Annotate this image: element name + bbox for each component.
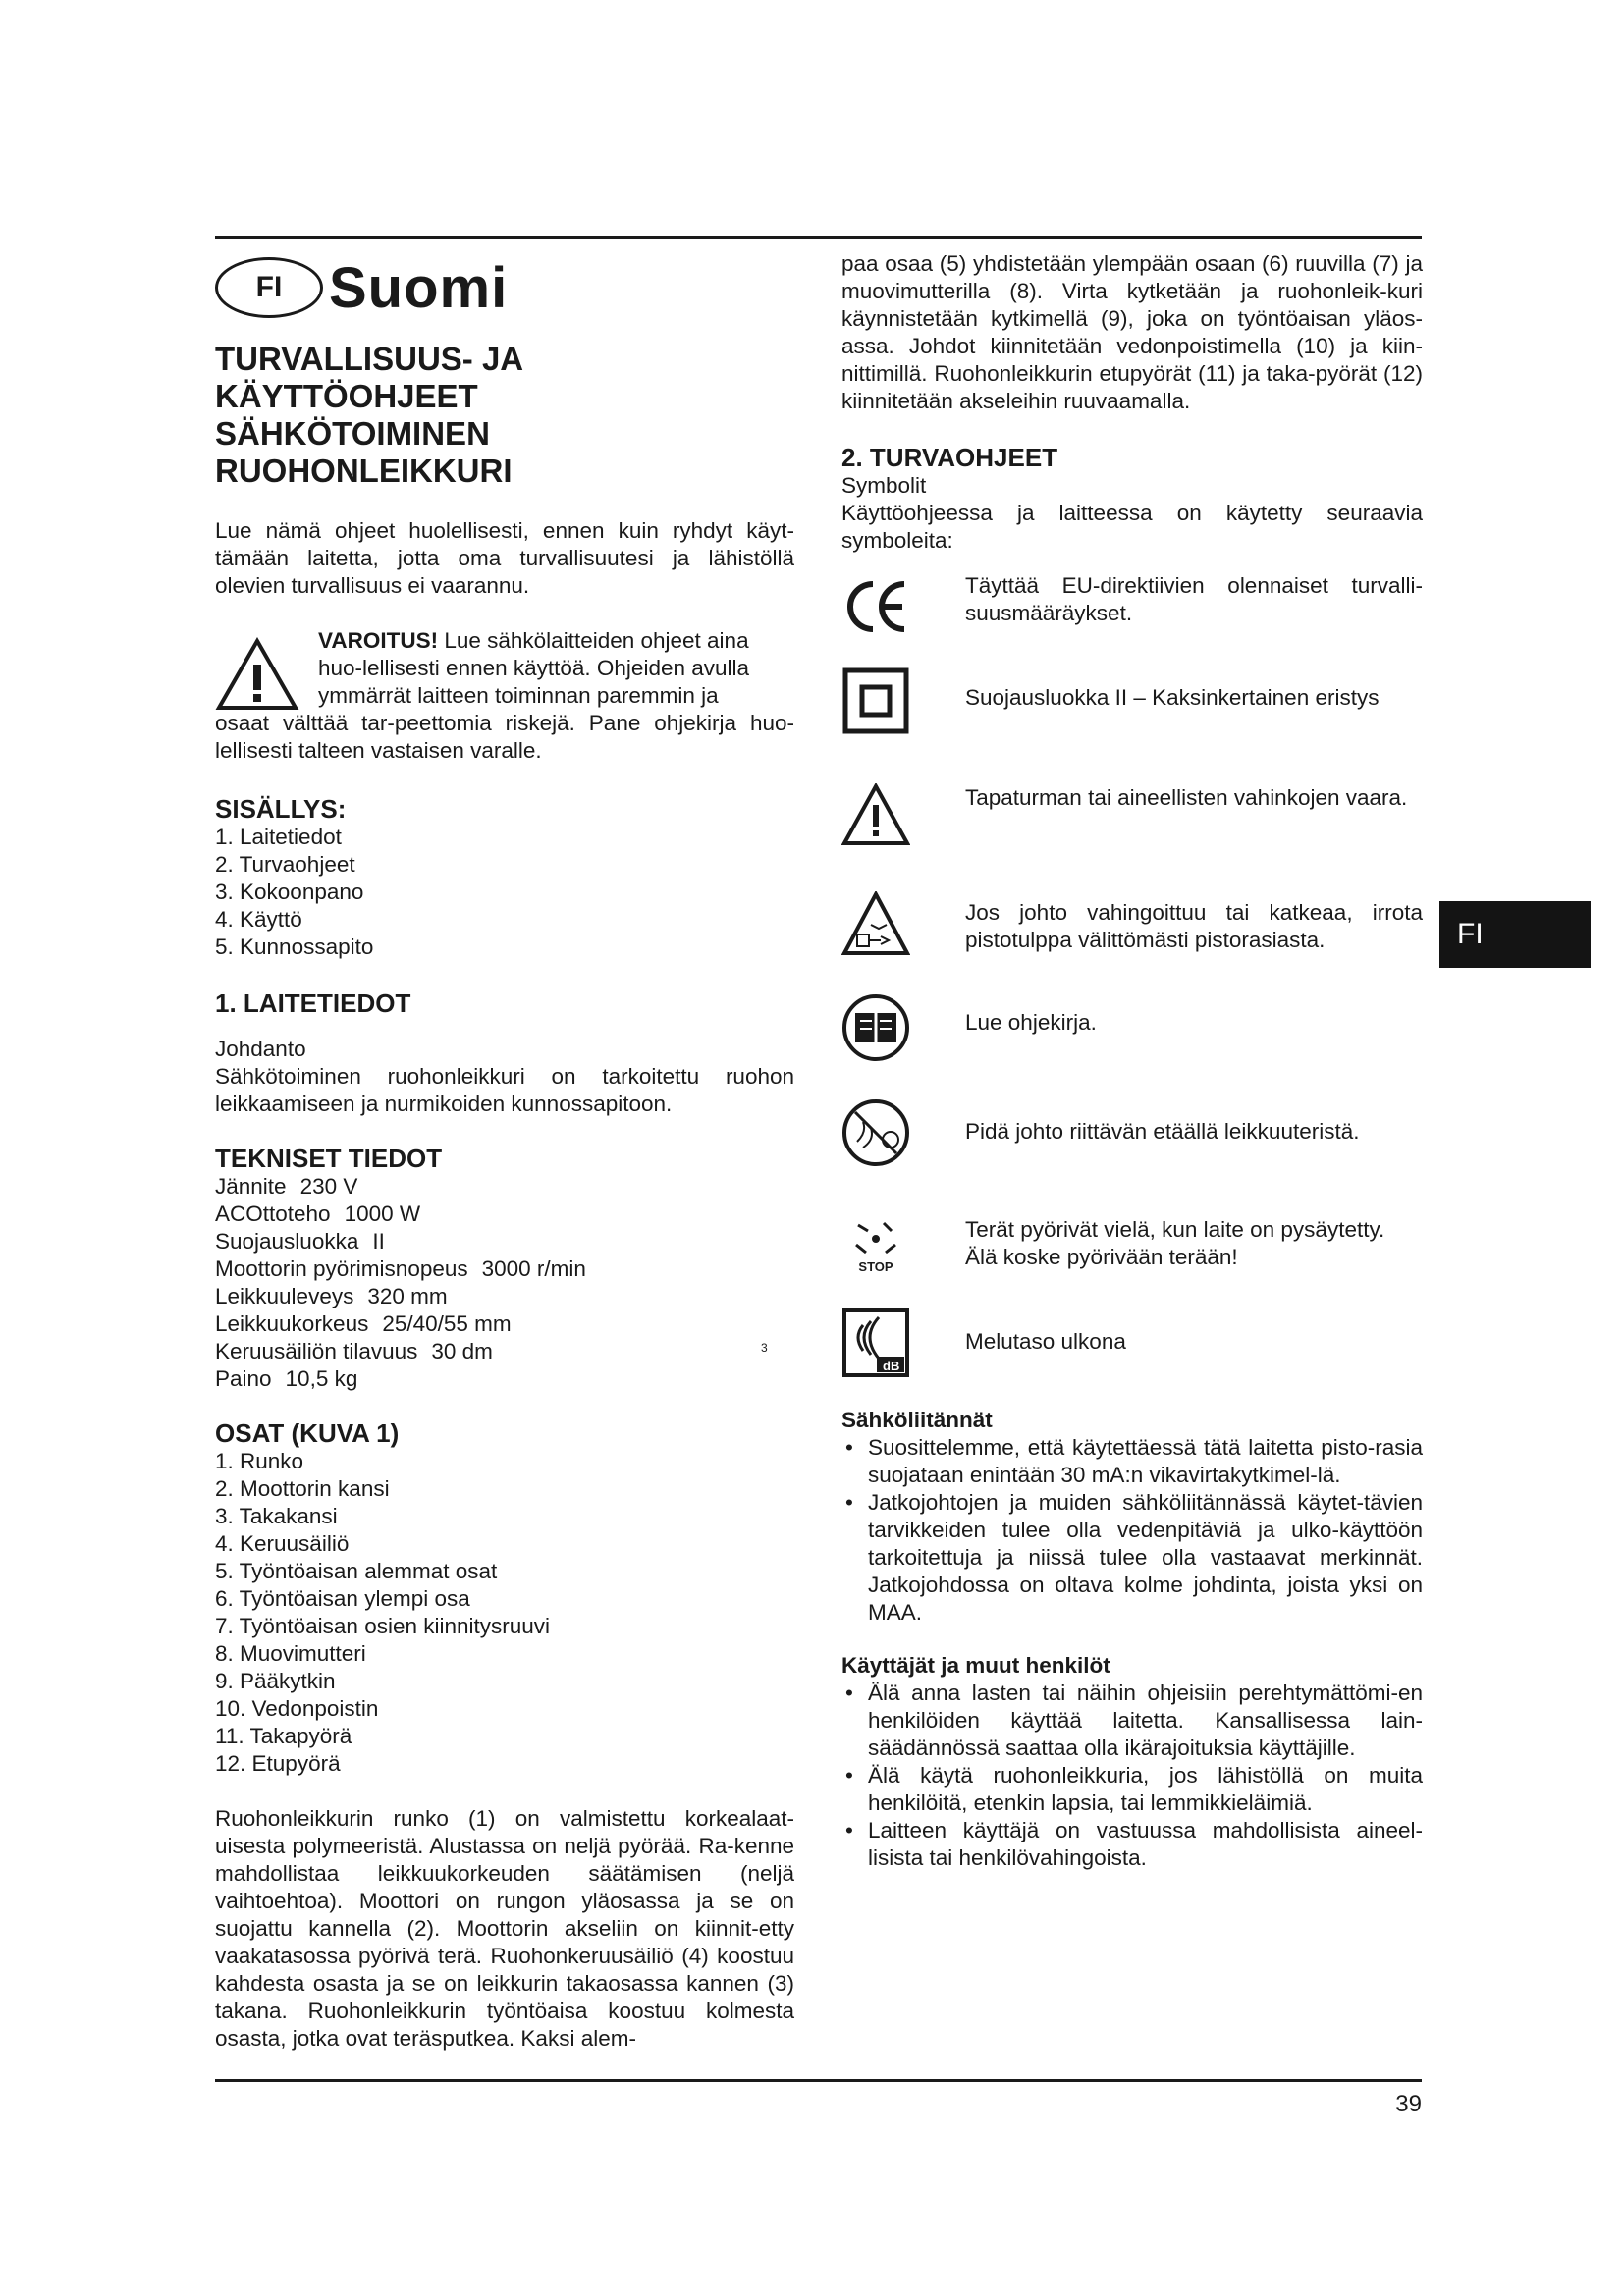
section-2 xyxy=(841,443,1423,555)
spec-row: Suojausluokka II xyxy=(215,1229,385,1254)
spec-row: Paino 10,5 kg xyxy=(215,1366,358,1391)
symbol-row xyxy=(841,1098,1423,1206)
symbol-text: Täyttää EU-direktiivien olennaiset turvalli-suusmääräykset. xyxy=(965,573,1423,625)
electric-item: • Jatkojohtojen ja muiden sähköliitännässä käytet-tävien tarvikkeiden tulee olla vedenpitäviä ja ulko-käyttöön tarkoitettuja ja niissä tulee olla vastaavat merkinnät. Jatkojohdossa on oltava kolme johdinta, joista yksi on MAA. xyxy=(841,1489,1423,1627)
electric-section xyxy=(841,1407,1423,1627)
tech-title: TEKNISET TIEDOT xyxy=(215,1144,443,1173)
warning-triangle-icon xyxy=(841,780,910,849)
language-title: Suomi xyxy=(329,255,509,320)
keep-cord-away-icon xyxy=(841,1098,910,1167)
toc-item: 1. Laitetiedot xyxy=(215,825,342,849)
stop-label: STOP xyxy=(858,1259,893,1274)
parts-item: 5. Työntöaisan alemmat osat xyxy=(215,1559,498,1583)
warning-block xyxy=(215,627,794,765)
toc-section xyxy=(215,794,794,961)
parts-item: 2. Moottorin kansi xyxy=(215,1476,390,1501)
symbol-row xyxy=(841,667,1423,774)
spec-row: Leikkuuleveys 320 mm xyxy=(215,1284,448,1308)
section-1-title: 1. LAITETIEDOT xyxy=(215,988,411,1018)
language-side-tab: FI xyxy=(1439,901,1591,968)
toc-item: 4. Käyttö xyxy=(215,907,302,932)
symbols-subtitle: Symbolit xyxy=(841,473,927,498)
right-column xyxy=(841,250,1423,1872)
symbol-row xyxy=(841,889,1423,988)
users-section xyxy=(841,1652,1423,1872)
symbol-row xyxy=(841,572,1423,661)
section-2-title: 2. TURVAOHJEET xyxy=(841,443,1058,472)
users-title: Käyttäjät ja muut henkilöt xyxy=(841,1653,1110,1678)
read-manual-icon xyxy=(841,993,910,1062)
top-rule xyxy=(215,236,1422,239)
parts-description: Ruohonleikkurin runko (1) on valmistettu korkealaat-uisesta polymeeristä. Alustassa on neljä pyörää. Ra-kenne mahdollistaa leikkuukorkeuden säätämisen (neljä vaihtoehtoa). Moottori on rungon yläosassa ja se on suojattu kannella (2). Moottorin akseliin on kiinnit-etty vaakatasossa pyörivä terä. Ruohonkeruusäiliö (4) koostuu kahdesta osasta ja se on leikkurin takaosassa kannen (3) takana. Ruohonleikkurin työntöaisa koostuu kolmesta osasta, jotka ovat teräsputkea. Kaksi alem- xyxy=(215,1806,794,2051)
ce-mark-icon xyxy=(841,572,910,641)
left-column xyxy=(215,250,794,2053)
symbol-row xyxy=(841,1308,1423,1397)
bottom-rule xyxy=(215,2079,1422,2082)
toc-title: SISÄLLYS: xyxy=(215,794,347,824)
warning-text: Lue sähkölaitteiden ohjeet aina xyxy=(438,628,749,653)
spec-row: Keruusäiliön tilavuus 30 dm 3 xyxy=(215,1338,794,1365)
symbol-text: Lue ohjekirja. xyxy=(965,1010,1097,1035)
warning-text: ymmärrät laitteen toiminnan paremmin ja xyxy=(318,683,719,708)
parts-section xyxy=(215,1418,794,2053)
main-title-line: SÄHKÖTOIMINEN xyxy=(215,415,490,452)
symbol-text: Suojausluokka II – Kaksinkertainen eristys xyxy=(965,685,1380,710)
warning-triangle-icon xyxy=(215,637,299,712)
electric-item: • Suosittelemme, että käytettäessä tätä laitetta pisto-rasia suojataan enintään 30 mA:n vikavirtakytkimel-lä. xyxy=(841,1434,1423,1489)
symbol-row xyxy=(841,780,1423,883)
warning-text: osaat välttää tar-peettomia riskejä. Pane ohjekirja huo-lellisesti talteen vastaisen varalle. xyxy=(215,711,794,763)
spec-row: Leikkuukorkeus 25/40/55 mm xyxy=(215,1311,512,1336)
toc-item: 2. Turvaohjeet xyxy=(215,852,355,877)
language-heading xyxy=(215,250,794,325)
toc-item: 5. Kunnossapito xyxy=(215,934,374,959)
noise-level-icon xyxy=(841,1308,910,1377)
symbol-row xyxy=(841,993,1423,1087)
electric-title: Sähköliitännät xyxy=(841,1408,993,1432)
volume-superscript: 3 xyxy=(761,1341,768,1355)
users-item: • Laitteen käyttäjä on vastuussa mahdollisista aineel-lisista tai henkilövahingoista. xyxy=(841,1817,1423,1872)
parts-item: 1. Runko xyxy=(215,1449,304,1473)
unplug-warning-icon xyxy=(841,889,910,958)
intro-paragraph: Lue nämä ohjeet huolellisesti, ennen kuin ryhdyt käyt-tämään laitetta, jotta oma turvallisuutesi ja lähistöllä olevien turvallisuus ei vaarannu. xyxy=(215,518,794,598)
symbol-text: Jos johto vahingoittuu tai katkeaa, irrota pistotulppa välittömästi pistorasiasta. xyxy=(965,900,1423,952)
warning-label: VAROITUS! xyxy=(318,628,439,653)
tech-section xyxy=(215,1144,794,1393)
main-title-line: KÄYTTÖOHJEET xyxy=(215,378,478,414)
section-1 xyxy=(215,988,794,1118)
main-title-line: TURVALLISUUS- JA xyxy=(215,341,524,377)
parts-item: 4. Keruusäiliö xyxy=(215,1531,350,1556)
rotating-blades-icon xyxy=(841,1212,910,1281)
parts-item: 10. Vedonpoistin xyxy=(215,1696,379,1721)
parts-item: 12. Etupyörä xyxy=(215,1751,341,1776)
users-item: • Älä käytä ruohonleikkuria, jos lähistöllä on muita henkilöitä, etenkin lapsia, tai lemmikkieläimiä. xyxy=(841,1762,1423,1817)
db-label: dB xyxy=(883,1359,900,1373)
symbol-text: Melutaso ulkona xyxy=(965,1329,1126,1354)
spec-row: Jännite 230 V xyxy=(215,1174,358,1199)
symbols-intro: Käyttöohjeessa ja laitteessa on käytetty seuraavia symboleita: xyxy=(841,501,1423,553)
main-title-line: RUOHONLEIKKURI xyxy=(215,453,513,489)
main-title xyxy=(215,341,794,490)
symbol-text: Terät pyörivät vielä, kun laite on pysäytetty. Älä koske pyörivään terään! xyxy=(965,1217,1385,1269)
parts-item: 6. Työntöaisan ylempi osa xyxy=(215,1586,470,1611)
warning-text: huo-lellisesti ennen käyttöä. Ohjeiden avulla xyxy=(318,656,750,680)
spec-row: ACOttoteho 1000 W xyxy=(215,1201,421,1226)
page-number: 39 xyxy=(1395,2091,1422,2117)
language-badge: FI xyxy=(215,257,323,318)
symbol-text: Tapaturman tai aineellisten vahinkojen vaara. xyxy=(965,785,1408,810)
double-insulation-icon xyxy=(841,667,910,735)
symbol-row xyxy=(841,1212,1423,1301)
spec-row: Moottorin pyörimisnopeus 3000 r/min xyxy=(215,1256,586,1281)
symbol-text: Pidä johto riittävän etäällä leikkuuteristä. xyxy=(965,1119,1360,1144)
parts-title: OSAT (KUVA 1) xyxy=(215,1418,400,1448)
users-item: • Älä anna lasten tai näihin ohjeisiin perehtymättömi-en henkilöiden käyttää laitetta. Kansallisessa lain-säädännössä saattaa olla ikärajoituksia käyttäjille. xyxy=(841,1680,1423,1762)
continued-paragraph: paa osaa (5) yhdistetään ylempään osaan (6) ruuvilla (7) ja muovimutterilla (8). Virta kytketään ja ruohonleik-kuri käynnistetään kytkimellä (9), joka on työntöaisan yläos-assa. Johdot kiinnitetään vedonpoistimella (10) ja kiin-nittimillä. Ruohonleikkurin etupyörät (11) ja taka-pyörät (12) kiinnitetään akseleihin ruuvaamalla. xyxy=(841,251,1423,413)
toc-item: 3. Kokoonpano xyxy=(215,880,364,904)
parts-item: 11. Takapyörä xyxy=(215,1724,352,1748)
parts-item: 8. Muovimutteri xyxy=(215,1641,366,1666)
parts-item: 3. Takakansi xyxy=(215,1504,338,1528)
intro-subtitle: Johdanto xyxy=(215,1037,306,1061)
intro-subtext: Sähkötoiminen ruohonleikkuri on tarkoitettu ruohon leikkaamiseen ja nurmikoiden kunnossapitoon. xyxy=(215,1064,794,1116)
parts-item: 9. Pääkytkin xyxy=(215,1669,336,1693)
parts-item: 7. Työntöaisan osien kiinnitysruuvi xyxy=(215,1614,551,1638)
